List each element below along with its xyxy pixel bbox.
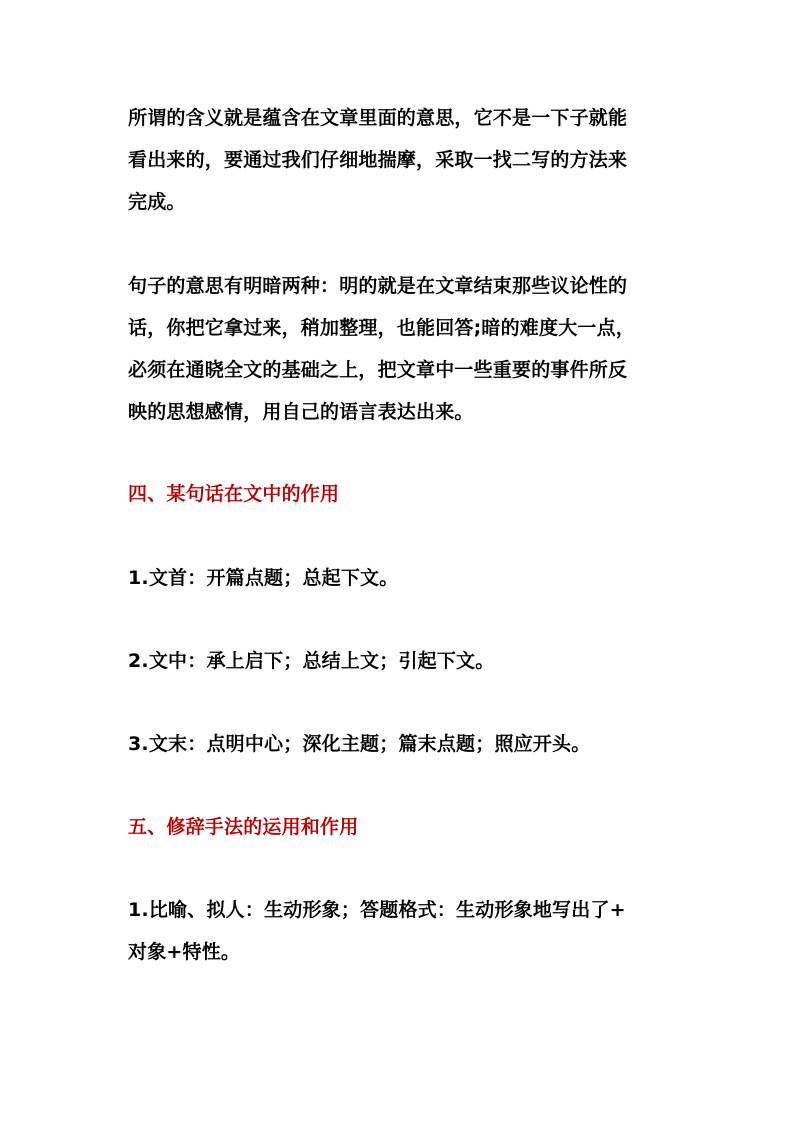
paragraph-1-line-2: 看出来的，要通过我们仔细地揣摩，采取一找二写的方法来 (128, 149, 628, 171)
section-4-item-1: 1.文首：开篇点题；总起下文。 (128, 567, 399, 589)
paragraph-2-line-3: 必须在通晓全文的基础之上，把文章中一些重要的事件所反 (128, 359, 628, 381)
paragraph-1-line-3: 完成。 (128, 191, 186, 213)
section-5-item-1-line-2: 对象+特性。 (128, 941, 241, 963)
section-5-heading: 五、修辞手法的运用和作用 (128, 816, 359, 838)
paragraph-2-line-4: 映的思想感情，用自己的语言表达出来。 (128, 401, 474, 423)
paragraph-2-line-1: 句子的意思有明暗两种：明的就是在文章结束那些议论性的 (128, 275, 628, 297)
section-5-item-1-line-1: 1.比喻、拟人：生动形象；答题格式：生动形象地写出了+ (128, 899, 626, 921)
paragraph-1-line-1: 所谓的含义就是蕴含在文章里面的意思，它不是一下子就能 (128, 107, 628, 129)
paragraph-2-line-2: 话，你把它拿过来，稍加整理，也能回答;暗的难度大一点， (128, 317, 635, 339)
section-4-heading: 四、某句话在文中的作用 (128, 483, 340, 505)
section-4-item-3: 3.文末：点明中心；深化主题；篇末点题；照应开头。 (128, 733, 591, 755)
section-4-item-2: 2.文中：承上启下；总结上文；引起下文。 (128, 650, 495, 672)
